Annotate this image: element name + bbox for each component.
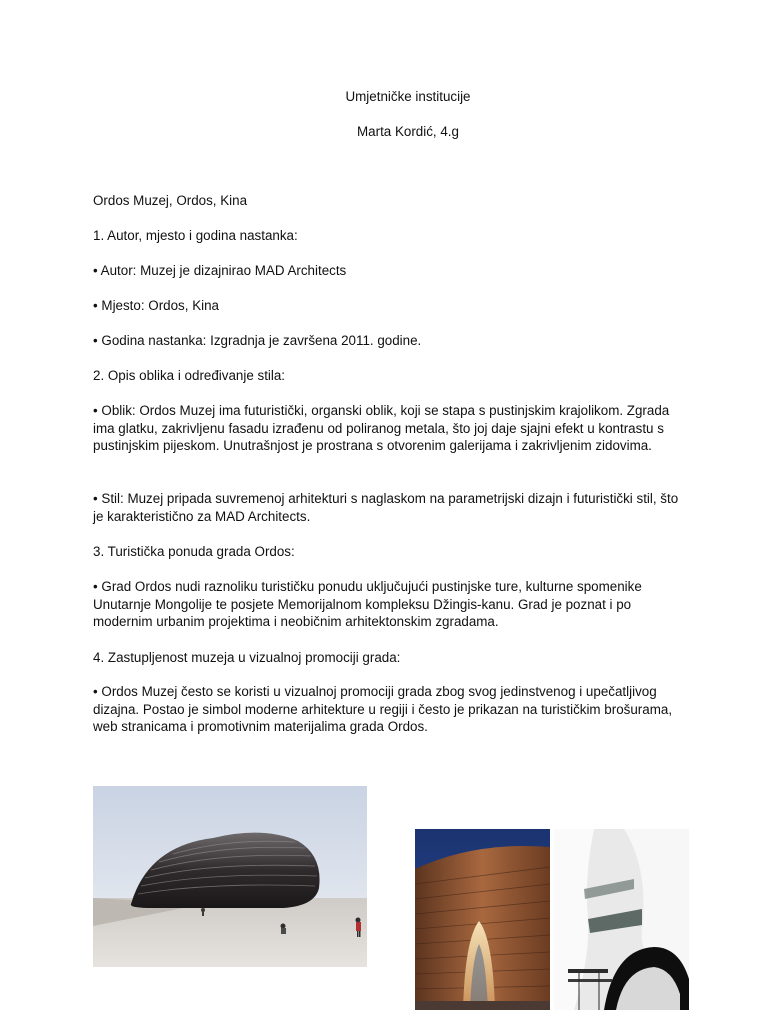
- section-1-year: • Godina nastanka: Izgradnja je završena 2011. godine.: [93, 333, 422, 348]
- section-3-body: • Grad Ordos nudi raznoliku turističku ponudu uključujući pustinjske ture, kulturne spomenike Unutarnje Mongolije te posjete Memorijalnom kompleksu Džingis-kanu. Grad je poznat i po modernim urbanim projektima i neobičnim arhitektonskim zgradama.: [93, 579, 642, 629]
- author-line: Marta Kordić, 4.g: [357, 124, 459, 139]
- museum-interior-photo: [554, 829, 689, 1010]
- section-4-heading: 4. Zastupljenost muzeja u vizualnoj promociji grada:: [93, 650, 401, 665]
- section-1-author: • Autor: Muzej je dizajnirao MAD Architects: [93, 263, 347, 278]
- museum-facade-night-photo: [415, 829, 550, 1010]
- subject-line: Ordos Muzej, Ordos, Kina: [93, 193, 248, 208]
- museum-exterior-photo: [93, 786, 367, 967]
- section-2-style: • Stil: Muzej pripada suvremenoj arhitekturi s naglaskom na parametrijski dizajn i futuristički stil, što je karakteristično za MAD Architects.: [93, 491, 679, 524]
- section-1-place: • Mjesto: Ordos, Kina: [93, 298, 219, 313]
- section-2-shape: • Oblik: Ordos Muzej ima futuristički, organski oblik, koji se stapa s pustinjskim krajolikom. Zgrada ima glatku, zakrivljenu fasadu izrađenu od poliranog metala, što joj daje sjajni efekt u kontrastu s pustinjskim pijeskom. Unutrašnjost je prostrana s otvorenim galerijama i zakrivljenim zidovima.: [93, 403, 670, 453]
- section-3-heading: 3. Turistička ponuda grada Ordos:: [93, 544, 295, 559]
- section-1-heading: 1. Autor, mjesto i godina nastanka:: [93, 228, 298, 243]
- document-title: Umjetničke institucije: [345, 89, 471, 104]
- section-2-heading: 2. Opis oblika i određivanje stila:: [93, 368, 286, 383]
- section-4-body: • Ordos Muzej često se koristi u vizualnoj promociji grada zbog svog jedinstvenog i upečatljivog dizajna. Postao je simbol moderne arhitekture u regiji i često je prikazan na turističkim brošurama, web stranicama i promotivnim materijalima grada Ordos.: [93, 684, 673, 734]
